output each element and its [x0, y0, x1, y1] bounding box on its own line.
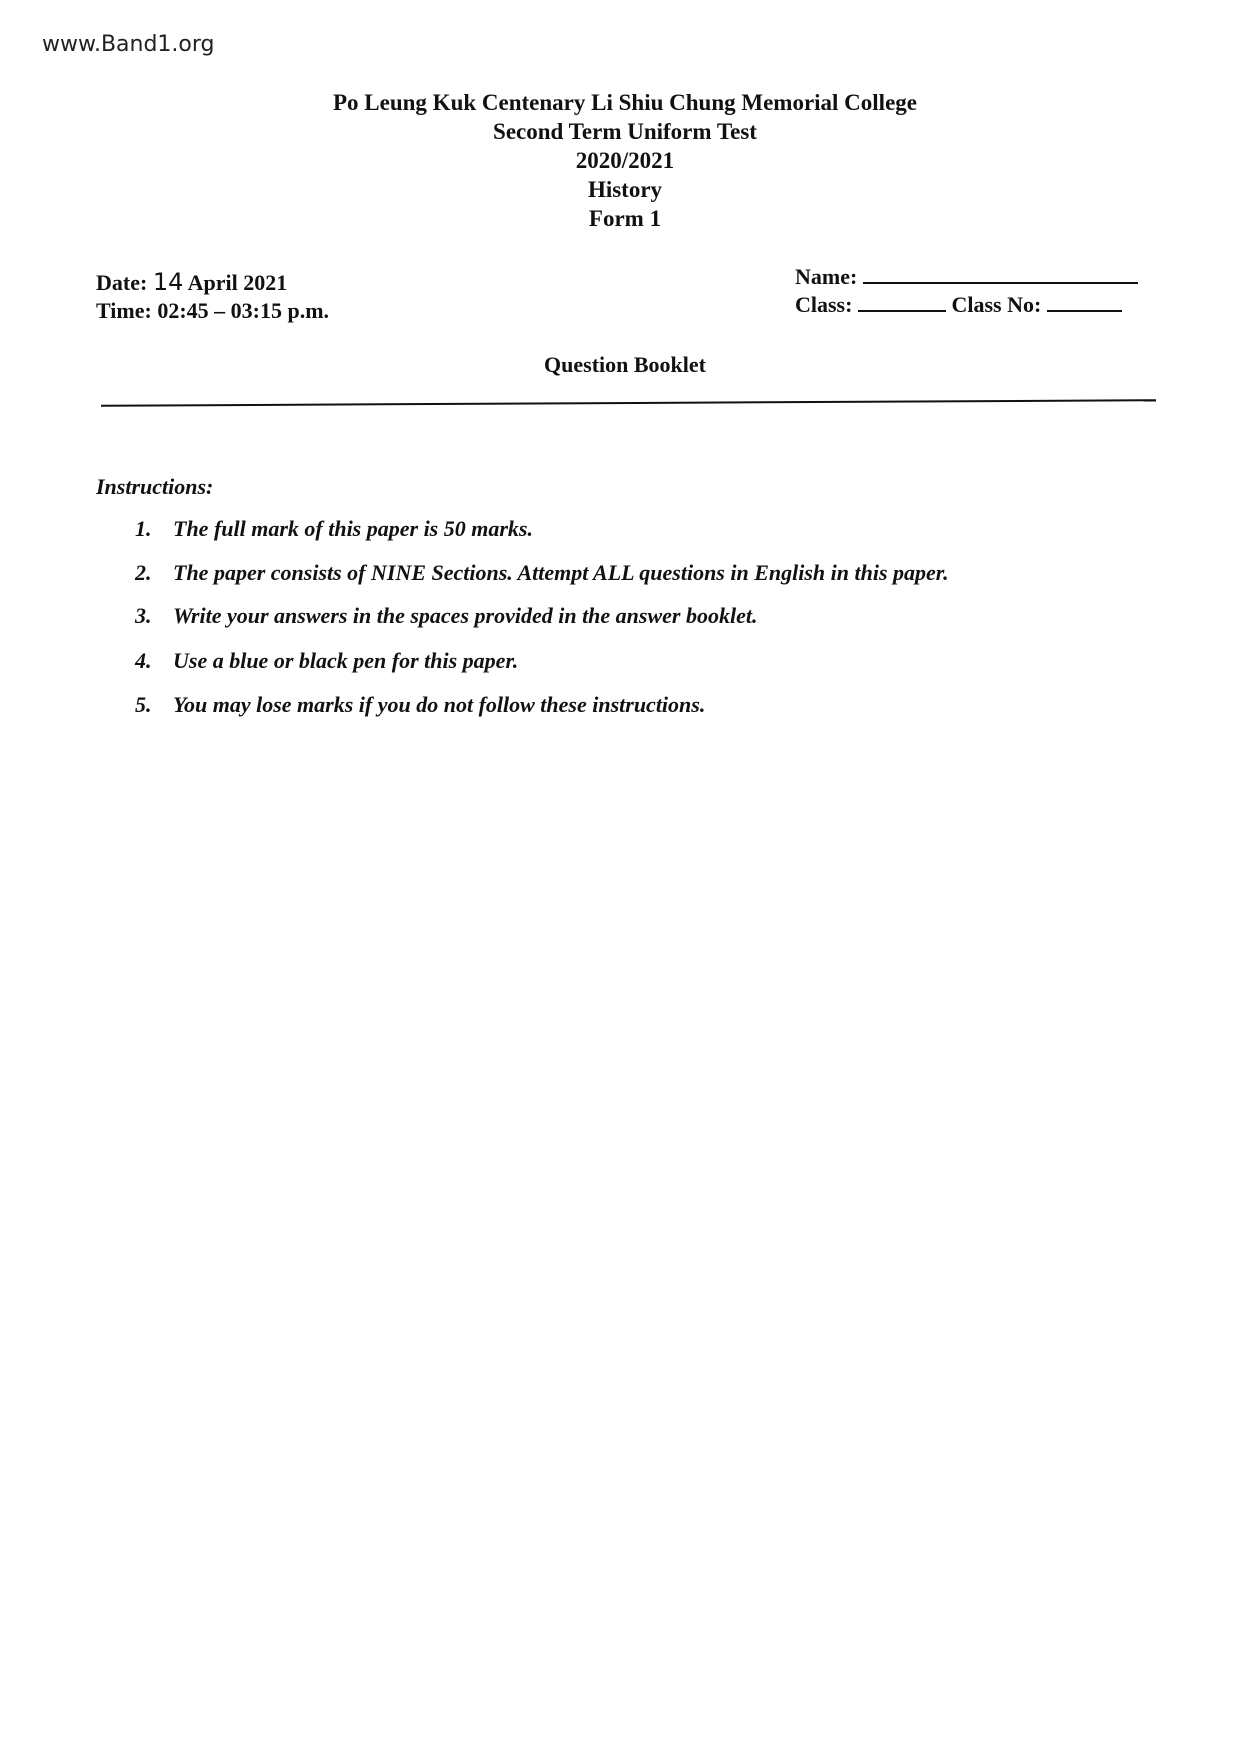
school-name: Po Leung Kuk Centenary Li Shiu Chung Memorial College: [333, 90, 917, 115]
instruction-item: [135, 603, 757, 629]
name-label: Name:: [795, 264, 858, 289]
item-number: 1.: [135, 516, 152, 541]
class-line: [795, 292, 1122, 318]
divider: [101, 399, 1156, 407]
time-line: [96, 298, 329, 324]
item-text: The full mark of this paper is 50 marks.: [173, 516, 533, 541]
date-day-handwritten: 14: [152, 268, 184, 296]
document-header: [0, 88, 1240, 233]
item-text: You may lose marks if you do not follow these instructions.: [173, 692, 706, 717]
item-text: Use a blue or black pen for this paper.: [173, 648, 519, 673]
class-field[interactable]: [858, 292, 946, 312]
watermark: www.Band1.org: [42, 32, 215, 57]
name-field[interactable]: [863, 264, 1138, 284]
class-no-label: Class No:: [951, 292, 1042, 317]
item-text: The paper consists of NINE Sections. Attempt ALL questions in English in this paper.: [173, 560, 949, 585]
academic-year: 2020/2021: [575, 148, 675, 173]
date-line: [96, 268, 287, 296]
instructions-heading: Instructions:: [96, 474, 214, 499]
date-label: Date:: [96, 270, 148, 295]
exam-title: Second Term Uniform Test: [493, 119, 757, 144]
subject: History: [587, 177, 663, 202]
instruction-item: [135, 560, 949, 586]
item-number: 5.: [135, 692, 152, 717]
booklet-title: Question Booklet: [544, 352, 706, 377]
class-no-field[interactable]: [1047, 292, 1122, 312]
item-text: Write your answers in the spaces provided in the answer booklet.: [173, 603, 758, 628]
item-number: 4.: [135, 648, 152, 673]
name-line: [795, 264, 1138, 290]
date-month-year: April 2021: [187, 270, 288, 295]
time-value: 02:45 – 03:15 p.m.: [157, 298, 330, 323]
instruction-item: [135, 516, 533, 542]
instruction-item: [135, 692, 705, 718]
item-number: 3.: [135, 603, 152, 628]
time-label: Time:: [96, 298, 152, 323]
class-label: Class:: [795, 292, 853, 317]
form-level: Form 1: [588, 206, 662, 231]
instruction-item: [135, 648, 518, 674]
item-number: 2.: [135, 560, 152, 585]
